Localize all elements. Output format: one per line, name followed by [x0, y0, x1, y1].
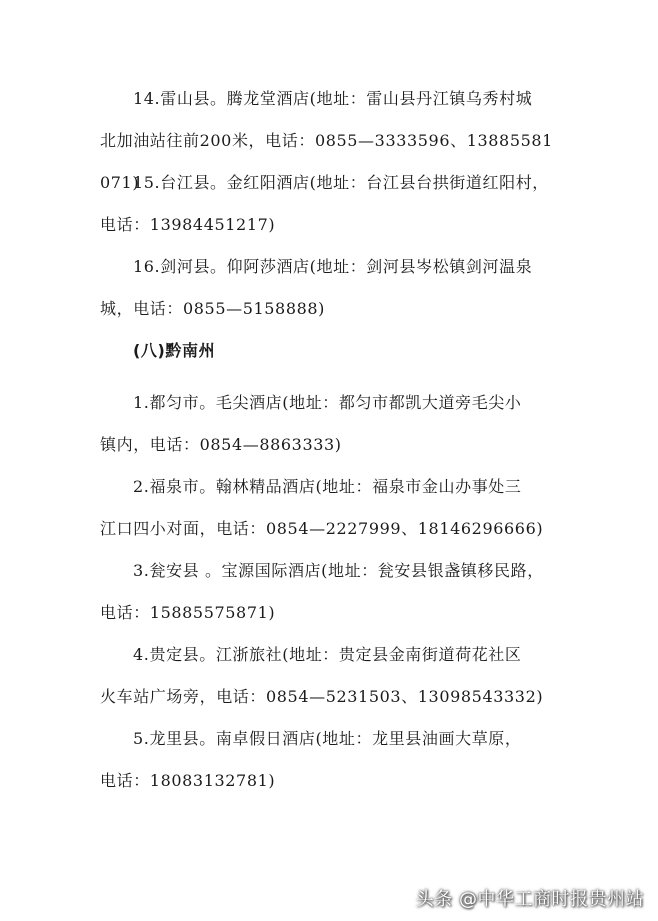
entry-duyun: [100, 382, 560, 466]
entry-taijiang: [100, 162, 560, 246]
source-watermark: 头条 @中华工商时报贵州站: [415, 889, 644, 910]
entry-longli: [100, 718, 560, 802]
entry-line: 16.剑河县。仰阿莎酒店(地址：剑河县岑松镇剑河温泉: [133, 257, 533, 276]
entry-line: 1.都匀市。毛尖酒店(地址：都匀市都凯大道旁毛尖小: [133, 393, 522, 412]
entry-line: 14.雷山县。腾龙堂酒店(地址：雷山县丹江镇乌秀村城: [133, 89, 533, 108]
entry-line: 北加油站往前200米，电话：0855—3333596、13885581071): [100, 131, 553, 192]
entry-fuquan: [100, 466, 560, 550]
entry-line: 4.贵定县。江浙旅社(地址：贵定县金南街道荷花社区: [133, 645, 522, 664]
section-heading: (八)黔南州: [133, 341, 216, 360]
entry-jianhe: [100, 246, 560, 330]
entry-line: 电话：18083132781): [100, 771, 276, 790]
entry-line: 3.瓮安县 。宝源国际酒店(地址：瓮安县银盏镇移民路，: [133, 561, 544, 580]
entry-wengan: [100, 550, 560, 634]
entry-line: 城，电话：0855—5158888): [100, 299, 326, 318]
entry-line: 江口四小对面，电话：0854—2227999、18146296666): [100, 519, 544, 538]
entry-line: 火车站广场旁，电话：0854—5231503、13098543332): [100, 687, 544, 706]
entry-line: 电话：13984451217): [100, 215, 276, 234]
entry-line: 15.台江县。金红阳酒店(地址：台江县台拱街道红阳村，: [133, 173, 549, 192]
entry-guiding: [100, 634, 560, 718]
entry-line: 2.福泉市。翰林精品酒店(地址：福泉市金山办事处三: [133, 477, 522, 496]
entry-line: 电话：15885575871): [100, 603, 276, 622]
entry-line: 5.龙里县。南卓假日酒店(地址：龙里县油画大草原，: [133, 729, 522, 748]
entry-line: 镇内，电话：0854—8863333): [100, 435, 342, 454]
